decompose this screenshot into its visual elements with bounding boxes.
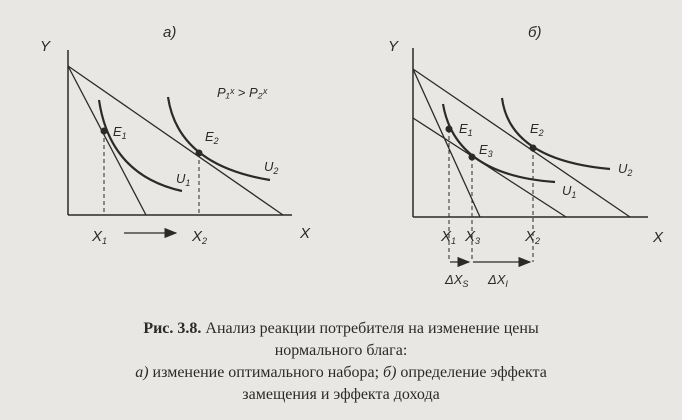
panel-a-tick-x2: $X_2$ (192, 228, 208, 246)
panel-a-price-condition: P₁ˣ > P₂ˣ (217, 85, 267, 100)
panel-b-label-u2: $U_2$ (618, 161, 633, 178)
panel-b-tick-x3: $X_3$ (465, 228, 481, 246)
caption-title-part-1: Анализ реакции потребителя на изменение цены (205, 320, 539, 337)
panel-b-label-u1: $U_1$ (562, 183, 577, 200)
figure-caption (60, 318, 622, 406)
panel-b-indifference-curve-u1 (443, 104, 555, 182)
caption-line-4: замещения и эффекта дохода (242, 386, 440, 403)
panel-a-budget-line-1 (68, 66, 146, 215)
caption-marker-a: а) (135, 364, 149, 381)
panel-b-x-axis-label: X (653, 229, 664, 246)
panel-a-label-u1: $U_1$ (176, 171, 191, 188)
caption-line-2: нормального блага: (274, 342, 408, 359)
caption-marker-b: б) (383, 364, 397, 381)
panel-a-x-axis-label: X (300, 225, 311, 242)
caption-line-1 (60, 318, 622, 340)
panel-b-tick-x2: $X_2$ (525, 228, 541, 246)
panel-a (68, 50, 292, 233)
panel-a-point-e1 (101, 128, 108, 135)
panel-a-indifference-curve-u1 (99, 100, 182, 191)
caption-desc-a: изменение оптимального набора; (152, 364, 380, 381)
panel-b-point-e2 (530, 145, 537, 152)
panel-b-y-axis-label: Y (388, 38, 399, 55)
panel-b-indifference-curve-u2 (502, 98, 610, 169)
panel-b-label-substitution-effect: $\Delta X_S$ (445, 272, 469, 289)
panel-b-label-e1: $E_1$ (459, 121, 473, 138)
panel-a-label-e2: $E_2$ (205, 129, 219, 146)
panel-b-label-e3: $E_3$ (479, 142, 493, 159)
panel-a-y-axis-label: Y (40, 38, 51, 55)
caption-figure-number: Рис. 3.8. (143, 320, 202, 337)
panel-b-budget-line-2 (413, 69, 633, 217)
panel-b-tick-x1: $X_1$ (441, 228, 457, 246)
panel-b-point-e3 (469, 154, 476, 161)
panel-b-label-income-effect: $\Delta X_I$ (488, 272, 508, 289)
panel-b-label-e2: $E_2$ (530, 121, 544, 138)
panel-a-point-e2 (196, 150, 203, 157)
panel-a-indifference-curve-u2 (168, 97, 270, 180)
panel-b-title: б) (528, 24, 542, 41)
panel-a-label-e1: $E_1$ (113, 124, 127, 141)
panel-a-tick-x1: $X_1$ (92, 228, 108, 246)
panel-a-title: а) (163, 24, 177, 41)
panel-a-label-u2: $U_2$ (264, 159, 279, 176)
caption-line-3 (60, 362, 622, 384)
caption-desc-b: определение эффекта (400, 364, 547, 381)
panel-b-point-e1 (446, 126, 453, 133)
